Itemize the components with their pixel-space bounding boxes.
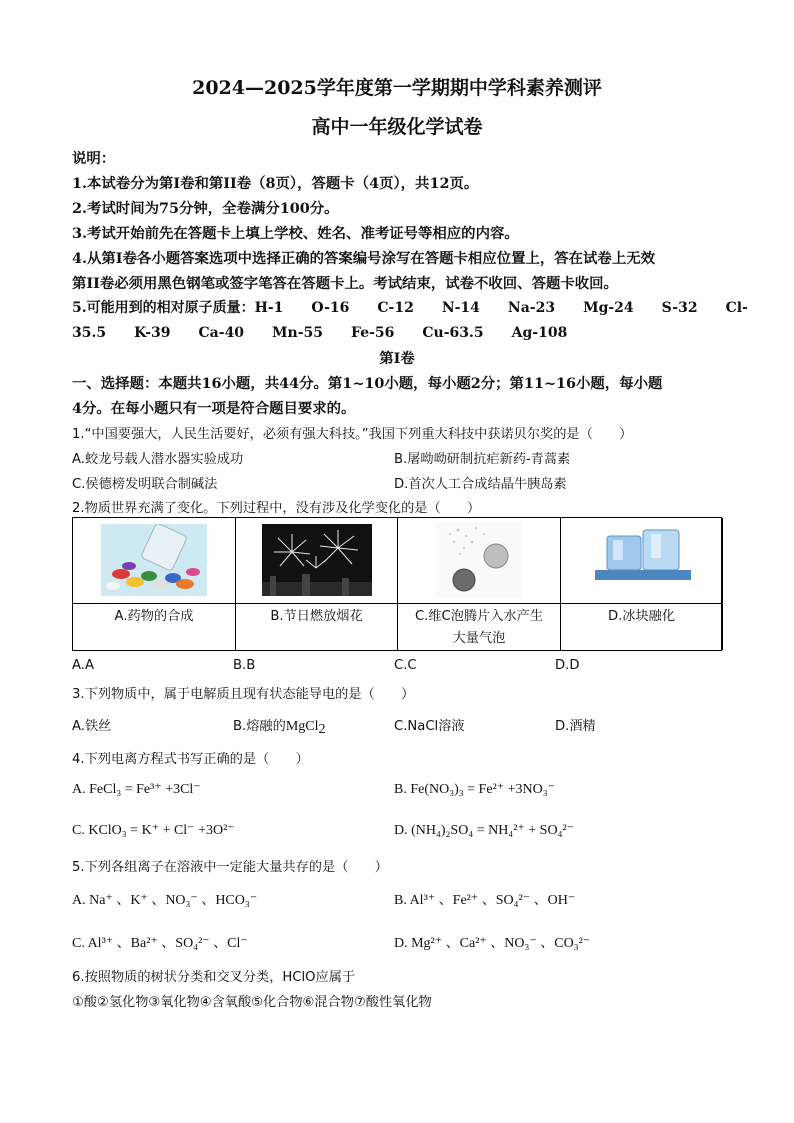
q4-option-c: C. KClO₃ = K⁺ + Cl⁻ +3O²⁻ xyxy=(72,823,235,838)
instruction-2: 2.考试时间为75分钟，全卷满分100分。 xyxy=(72,200,339,217)
q2-option-a: A.A xyxy=(72,658,95,673)
q4-option-a: A. FeCl₃ = Fe³⁺ +3Cl⁻ xyxy=(72,782,201,797)
question-1-stem: 1.“中国要强大，人民生活要好，必须有强大科技。”我国下列重大科技中获诺贝尔奖的是（ ） xyxy=(72,427,633,442)
pills-image xyxy=(101,524,207,596)
q2-cell-b xyxy=(236,518,399,650)
question-4-stem: 4.下列电离方程式书写正确的是（ ） xyxy=(72,752,309,767)
q2-image-table xyxy=(72,517,722,651)
q3-option-b-text: B.熔融的 xyxy=(233,719,286,734)
question-3-stem: 3.下列物质中，属于电解质且现有状态能导电的是（ ） xyxy=(72,687,415,702)
instruction-5b: 35.5 K-39 Ca-40 Mn-55 Fe-56 Cu-63.5 Ag-108 xyxy=(72,325,568,341)
fireworks-image xyxy=(262,524,372,596)
instruction-4a: 4.从第I卷各小题答案选项中选择正确的答案编号涂写在答题卡相应位置上，答在试卷上无效 xyxy=(72,250,655,267)
volume-label: 第I卷 xyxy=(379,350,415,367)
q2-option-d: D.D xyxy=(555,658,580,673)
q5-option-a: A. Na⁺ 、K⁺ 、NO₃⁻ 、HCO₃⁻ xyxy=(72,893,258,908)
q1-option-c: C.侯德榜发明联合制碱法 xyxy=(72,477,218,492)
instruction-5a: 5.可能用到的相对原子质量：H-1 O-16 C-12 N-14 Na-23 Mg-24 S-32 Cl- xyxy=(72,300,748,316)
q3-option-c: C.NaCl溶液 xyxy=(394,719,465,734)
q1-option-d: D.首次人工合成结晶牛胰岛素 xyxy=(394,477,567,492)
q3-option-a: A.铁丝 xyxy=(72,719,112,734)
exam-subtitle: 高中一年级化学试卷 xyxy=(311,116,483,138)
q1-option-a: A.蛟龙号载人潜水器实验成功 xyxy=(72,452,244,467)
q4-option-b: B. Fe(NO₃)₃ = Fe²⁺ +3NO₃⁻ xyxy=(394,782,556,797)
question-5-stem: 5.下列各组离子在溶液中一定能大量共存的是（ ） xyxy=(72,860,388,875)
q5-option-c: C. Al³⁺ 、Ba²⁺ 、SO₄²⁻ 、Cl⁻ xyxy=(72,936,248,951)
q1-option-b: B.屠呦呦研制抗疟新药-青蒿素 xyxy=(394,452,571,467)
q2-cell-d xyxy=(561,518,724,650)
instruction-4b: 第II卷必须用黑色钢笔或签字笔答在答题卡上。考试结束，试卷不收回、答题卡收回。 xyxy=(72,275,618,292)
section-heading-b: 4分。在每小题只有一项是符合题目要求的。 xyxy=(72,400,356,417)
q5-option-b: B. Al³⁺ 、Fe²⁺ 、SO₄²⁻ 、OH⁻ xyxy=(394,893,576,908)
q2-caption-b: B.节日燃放烟花 xyxy=(270,609,363,624)
q3-option-b-subscript: 2 xyxy=(318,722,326,737)
question-2-stem: 2.物质世界充满了变化。下列过程中，没有涉及化学变化的是（ ） xyxy=(72,501,481,516)
q2-caption-c-line1: C.维C泡腾片入水产生 xyxy=(414,609,544,624)
q2-caption-c xyxy=(398,606,560,650)
q3-option-d: D.酒精 xyxy=(555,719,596,734)
q2-caption-a: A.药物的合成 xyxy=(114,609,194,624)
q2-option-b: B.B xyxy=(233,658,256,673)
instruction-1: 1.本试卷分为第I卷和第II卷（8页），答题卡（4页），共12页。 xyxy=(72,175,479,192)
q6-choices: ①酸②氢化物③氧化物④含氧酸⑤化合物⑥混合物⑦酸性氧化物 xyxy=(72,995,432,1010)
q5-option-d: D. Mg²⁺ 、Ca²⁺ 、NO₃⁻ 、CO₃²⁻ xyxy=(394,936,591,951)
q2-option-c: C.C xyxy=(394,658,417,673)
q2-cell-a xyxy=(73,518,236,650)
instruction-3: 3.考试开始前先在答题卡上填上学校、姓名、准考证号等相应的内容。 xyxy=(72,225,519,242)
effervescent-tablet-image xyxy=(436,522,522,598)
q2-caption-d: D.冰块融化 xyxy=(607,609,676,624)
section-heading-a: 一、选择题：本题共16小题，共44分。第1~10小题，每小题2分；第11~16小题，每小题 xyxy=(72,375,663,392)
q3-option-b-formula: MgCl xyxy=(285,719,319,734)
q2-caption-c-line2: 大量气泡 xyxy=(452,631,506,646)
exam-title: 2024—2025学年度第一学期期中学科素养测评 xyxy=(192,77,602,99)
ice-cubes-image xyxy=(595,524,691,580)
q4-option-d: D. (NH₄)₂SO₄ = NH₄²⁺ + SO₄²⁻ xyxy=(394,823,575,838)
instructions-label: 说明： xyxy=(72,150,116,167)
q3-option-b xyxy=(233,715,326,738)
question-6-stem: 6.按照物质的树状分类和交叉分类，HClO应属于 xyxy=(72,970,356,985)
